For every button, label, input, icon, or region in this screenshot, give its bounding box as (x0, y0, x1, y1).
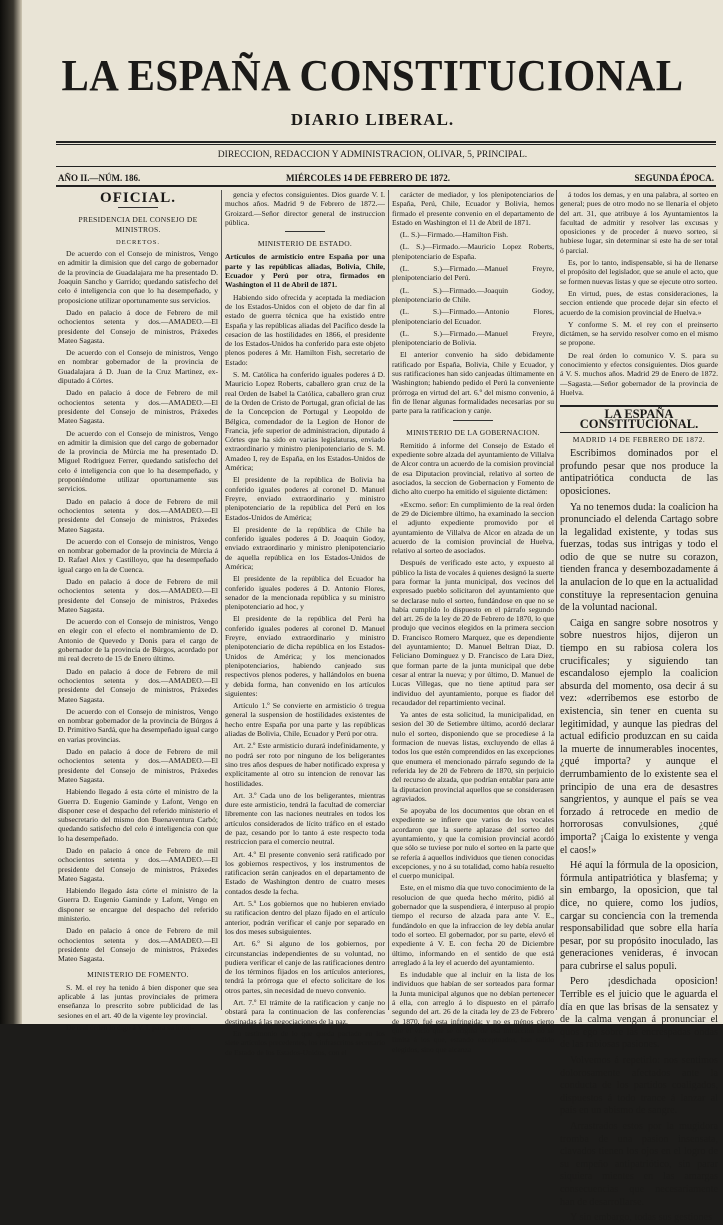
paragraph: El anterior convenio ha sido debidamente ratificado por España, Bolivia, Chile y Ecuador, y sus ratificaciones han sido canjeadas últimamente en Washington; habiendo pedido el Perú la conveniente prórroga en virtud del art. 6.º del mismo convenio, á fin de llenar algunas formalidades necesarias por su parte para la ratificacion y canje. (392, 350, 554, 416)
paragraph: Se apoyaba de los documentos que obran en el expediente se infiere que varios de los vocales acordaron que la suerte aplazase del sorteo del ayuntamiento, y que la comision provincial acordó que sólo se tuviese por nulo el sorteo en la parte que se refería á aquellos individuos que tienen conocidas excepciones, y no á su totalidad, como había resuelto el cuerpo municipal. (392, 806, 554, 881)
paragraph: Después de verificado este acto, y expuesto al público la lista de vocales á quienes designó la suerte para formar la junta municipal, dos vecinos del expresado pueblo solicitaron del ayuntamiento que se declarase nulo el sorteo, fundándose en que no se había cumplido lo dispuesto en el párrafo segundo del art. 26 de la ley de 20 de Febrero de 1870, lo que produjo que vecinos elegidos en la primera seccion D. Francisco Romero Marquez, que es dependiente del ayuntamiento; D. Manuel Beltran Diaz, D. Feliciano Dominguez y D. Francisco de Lara Diez, que forman parte de la junta municipal que debe cesar al entrar la nueva; y por último, D. Manuel de Lucas Villegas, que no tiene aptitud para ser individuo del ayuntamiento, porque es fiador del recaudador del repartimiento vecinal. (392, 558, 554, 707)
paragraph: De acuerdo con el Consejo de ministros, Vengo en admitir la dimision que del cargo de gobernador de la provincia de Múrcia me ha presentado D. Miguel Rodriguez Ferrer, quedando satisfecho del celo é inteligencia con que lo ha desempeñado, y proponiéndome utilizar oportunamente sus servicios. (58, 428, 218, 494)
paragraph: (L. S.)—Firmado.—Hamilton Fish. (400, 230, 508, 240)
lead-paragraph: Artículos de armisticio entre España por una parte y las repúblicas aliadas, Bolivia, Chile, Ecuador y Perú por otra, firmados en Washington el 11 de Abril de 1871. (225, 252, 385, 290)
paragraph: Dado en palacio á doce de Febrero de mil ochocientos setenta y dos.—AMADEO.—El presidente del Consejo de ministros, Práxedes Mateo Sagasta. (58, 747, 218, 784)
paragraph: El presidente de la república del Ecuador ha conferido iguales poderes á D. Antonio Flores, senador de la mencionada república y su ministro plenipotenciario ad hoc, y (225, 574, 385, 612)
column-divider (556, 190, 557, 1010)
editorial-paragraph: Y sin embargo, todas sus gestiones (570, 1212, 713, 1224)
paragraph: (L. S.)—Firmado.—Manuel Freyre, plenipotenciario de Bolivia. (392, 328, 554, 348)
paragraph: Art. 7.º El trámite de la ratificacion y canje no obstará para la continuacion de las conferencias destinadas á las negociaciones de la paz. (225, 998, 385, 1026)
column-3 (392, 190, 554, 1054)
paragraph: Es indudable que al incluir en la lista de los individuos que habían de ser sorteados para formar la Junta municipal algunos que no debían pertenecer á ella, con arreglo á lo dispuesto en el párrafo segundo del art. 26 de la citada ley de 23 de Febrero de 1870, fué esta infringida; y no es ménos cierto que el vicio que se origina de esa infraccion no se limita á los que, estando exceptuados, han salido elegidos, sino que alcanza (392, 970, 554, 1054)
paragraph: S. M. Católica ha conferido iguales poderes á D. Mauricio Lopez Roberts, caballero gran cruz de la real Orden de Isabel la Católica, caballero gran cruz de la Orden de Cristo de Portugal, gran oficial de las de la Concepcion de Portugal y Leopoldo de Bélgica, comendador de la Legion de Honor de Francia, jefe superior de administracion, diputado á Córtes que ha sido en varias legislaturas, enviado extraordinario y ministro plenipotenciario de S. M. Amadeo I, rey de España, en los Estados-Unidos de América; (225, 370, 385, 473)
paragraph: El presidente de la república de Chile ha conferido iguales poderes á D. Joaquin Godoy, enviado extraordinario y ministro plenipotenciario de aquella república en los Estados-Unidos de América; (225, 524, 385, 571)
paragraph: (L. S.)—Firmado.—Mauricio Lopez Roberts, plenipotenciario de España. (392, 242, 554, 261)
paragraph: Dado en palacio á doce de Febrero de mil ochocientos setenta y dos.—AMADEO.—El presidente del Consejo de ministros, Práxedes Mateo Sagasta. (58, 666, 218, 704)
issue-date: MIÉRCOLES 14 DE FEBRERO DE 1872. (286, 173, 451, 183)
column-divider (388, 190, 389, 1010)
issue-number: AÑO II.—NÚM. 186. (58, 173, 141, 183)
paragraph: Ya antes de esta solicitud, la municipalidad, en sesion del 30 de Setiembre último, acordó declarar nulo el sorteo, disponiendo que se procediese á la formacion de nuevas listas, excluyendo de ellas á todos los que estén comprendidos en las excepciones que enumera el mencionado párrafo segundo de la referida ley de 20 de Febrero de 1870, sin perjuicio del recurso de alzada, que podrían entablar para ante la diputacion provincial aquellos que se considerasen agraviados. (392, 710, 554, 803)
masthead-rule (56, 141, 716, 143)
paragraph: Art. 2.º Este armisticio durará indefinidamente, y no podrá ser roto por ninguno de los beligerantes sino tres años despues de haber notificado expresa y explícitamente al otro su intencion de renovar las hostilidades. (225, 741, 385, 788)
paragraph: Art. 5.º Los gobiernos que no hubieren enviado su ratificacion dentro del plazo fijado en el artículo anterior, podrán verificar el canje por separado en los dos meses subsiguientes. (225, 899, 385, 936)
separator (285, 231, 325, 233)
editorial-paragraph: Volvemos á repetirlo: nos sentimos dolorosamente afectados ante la conducta de los partidos coaligados, dispuestos á todo trance á lanzar al país en un abismo de sangre. (560, 1055, 718, 1117)
editorial-paragraph: Caiga en sangre sobre nosotros y sobre nuestros hijos, dijeron un tiempo en su rabiosa colera los crucificales; y siguiendo tan escandaloso ejemplo la coalicion absurda del momento, osa decir á su vez: «derribemos ese estorbo de existencia, sin tener en cuenta su legitimidad, y aunque las piedras del actual edificio produzcan en su caida la muerte de innumerables inocentes, ¿qué importa? y aunque el derrumbamiento de lo existente sea el principio de una era de desastres sangrientos, y aunque el país se vea forzado á retrocede en medio de horrorosas convulsiones, ¿qué importa? ¡Caiga lo existente y venga el caos!» (560, 617, 718, 856)
paragraph: «Excmo. señor: En cumplimiento de la real órden de 29 de Diciembre último, ha examinado la seccion el adjunto expediente promovido por el ayuntamiento de Villalva de Alcor en alzada de un acuerdo de la comision provincial de Huelva, relativo al sorteo de asociados. (392, 499, 554, 556)
epoch: SEGUNDA ÉPOCA. (634, 173, 714, 183)
editorial-date: MADRID 14 DE FEBRERO DE 1872. (572, 434, 706, 444)
newspaper-page (22, 0, 723, 1224)
subsection-heading: DECRETOS. (115, 238, 161, 246)
separator (453, 420, 493, 422)
paragraph: carácter de mediador, y los plenipotenciarios de España, Perú, Chile, Ecuador y Bolivia, hemos firmado el presente convenio en el departamento de Estado en Washington el 11 de Abril de 1871. (392, 190, 554, 227)
section-heading: MINISTERIO DE FOMENTO. (87, 969, 189, 979)
paragraph: De acuerdo con el Consejo de ministros, Vengo en nombrar gobernador de la provincia de Búrgos á D. Primitivo Sardá, que ha desempeñado igual cargo en varias provincias. (58, 706, 218, 744)
paragraph: De acuerdo con el Consejo de ministros, Vengo en nombrar gobernador de la provincia de Guadalajara á D. Juan de la Cruz Martinez, ex-diputado á Córtes. (58, 348, 218, 386)
paragraph: De real órden lo comunico V. S. para su conocimiento y efectos consiguientes. Dios guarde á V. S. muchos años. Madrid 29 de Enero de 1872.—Sagasta.—Señor gobernador de la provincia de Huelva. (560, 350, 718, 397)
paragraph: En virtud, pues, de estas consideraciones, la seccion entiende que procede dejar sin efecto el acuerdo de la comision provincial de Huelva.» (560, 288, 718, 317)
editorial-paragraph: Pero ¡desdichada oposicion! Terrible es el juicio que le aguarda el día en que las brisas de la sensatez y de la calma vengan á pronunciar el quos ego sobre las encrespadas ondas de las rabiosas pasiones. (560, 976, 718, 1051)
dateline-rule-bottom (56, 185, 716, 187)
paragraph: Habiendo llegado á esta córte el ministro de la Guerra D. Eugenio Gaminde y Lafont, Vengo en disponer cese el despacho del referido ministerio el subsecretario del mismo don Buenaventura Carbó; quedando satisfecho del celo é inteligencia con que lo ha desempeñado. (58, 787, 218, 843)
paragraph: En testimonio de lo que queda pactado en los siete artículos precedentes, los infrascritos secretario de Estado de los Estados-Unidos, con el (225, 1028, 385, 1057)
paragraph: Habiendo llegado ásta córte el ministro de la Guerra D. Eugenio Gaminde y Lafont, Vengo en disponer se encargue del despacho del referido ministerio. (58, 886, 218, 924)
paragraph: Y conforme S. M. el rey con el preinserto dictámen, se ha servido resolver como en el mismo se propone. (560, 319, 718, 348)
editorial-paragraph: Hé aquí la fórmula de la oposicion, fórmula antipatriótica y blasfema; y sin embargo, la oposicion, que tal dice, no quiere, como los judíos, cargar su conciencia con la tremenda responsabilidad que sobre ella haría pesar, por su propósito inoculado, las generaciones venideras, é invocan para cubrirse el salus populi. (560, 860, 718, 972)
paragraph: Este, en el mismo día que tuvo conocimiento de la resolucion de que queda hecho mérito, pidió al gobernador que la suspendiera, é interpuso al propio tiempo el recurso de alzada para ante V. E., fundándolo en que la infraccion de ley debía anular todo el sorteo. El gobernador, por su parte, elevó el expediente á V. E. con fecha 20 de Diciembre último, informando en el sentido de que está arreglado á la ley el acuerdo del ayuntamiento. (392, 883, 554, 967)
masthead-rule-thin (56, 144, 716, 145)
masthead-title: LA ESPAÑA CONSTITUCIONAL (61, 51, 684, 100)
editorial-paragraph: Ya no tenemos duda: la coalicion ha pronunciado el delenda Cartago sobre la legalidad existente, y todas sus fuerzas, todas sus intrigas y todo el odio de que se nutre su corazon, tienden franca y desembozadamente á la anulacion de lo que en la actualidad constituye la representacion genuina de la voluntad nacional. (560, 501, 718, 614)
address-line: DIRECCION, REDACCION Y ADMINISTRACION, OLIVAR, 5, PRINCIPAL. (217, 150, 528, 160)
editorial-paragraph: Arrastrados estos por la mugidora tromba de una pasion insensata, clavados tienen los ojos en el logro de su empeño antipatriótico, sin parar siquiera mientes en las amargas consecuencias que necesariamente han de desarrollarse. (560, 1121, 718, 1208)
paragraph: El presidente de la república de Bolivia ha conferido iguales poderes al coronel D. Manuel Freyre, enviado extraordinario y ministro plenipotenciario de la república del Perú en los Estados-Unidos de América; (225, 475, 385, 522)
paragraph: Dado en palacio á doce de Febrero de mil ochocientos setenta y dos.—AMADEO.—El presidente del Consejo de ministros, Práxedes Mateo Sagasta. (58, 496, 218, 534)
section-heading: MINISTERIO DE ESTADO. (257, 239, 353, 249)
paragraph: Art. 3.º Cada uno de los beligerantes, mientras dure este armisticio, tendrá la facultad de comerciar libremente con las naciones neutrales en todos los artículos considerados de lícito tráfico en el estado de paz, cesando por lo tanto á este respecto toda restriccion para el comercio neutral. (225, 790, 385, 847)
section-heading: MINISTERIO DE LA GOBERNACION. (406, 427, 540, 437)
dateline-rule-top (56, 166, 716, 167)
column-1 (58, 190, 218, 1033)
paragraph: Es, por lo tanto, indispensable, si ha de llenarse el propósito del legislador, que se anule el acto, que se formen nuevas listas y que se ejecute otro sorteo. (560, 258, 718, 286)
column-divider (221, 190, 222, 1010)
editorial-paragraph: Escribimos dominados por el profundo pesar que nos produce la antipatriótica conducta de las oposiciones. (560, 448, 718, 497)
paragraph: gencia y efectos consiguientes. Dios guarde V. I. muchos años. Madrid 9 de Febrero de 1872.—Groizard.—Señor director general de instruccion pública. (225, 190, 385, 227)
paragraph: Dado en palacio á doce de Febrero de mil ochocientos setenta y dos.—AMADEO.—El presidente del Consejo de ministros, Práxedes Mateo Sagasta. (58, 576, 218, 614)
paragraph: (L. S.)—Firmado.—Antonio Flores, plenipotenciario del Ecuador. (392, 307, 554, 326)
paragraph: Dado en palacio á doce de Febrero de mil ochocientos setenta y dos.—AMADEO.—El presidente del Consejo de ministros, Práxedes Mateo Sagasta. (58, 388, 218, 426)
paragraph: Artículo 1.º Se convierte en armisticio ó tregua general la suspension de hostilidades existentes de hecho entre España por una parte y las repúblicas aliadas de Bolivia, Chile, Ecuador y Perú por otra. (225, 701, 385, 739)
column-2 (225, 190, 385, 1057)
paragraph: Dado en palacio á once de Febrero de mil ochocientos setenta y dos.—AMADEO.—El presidente del Consejo de ministros, Práxedes Mateo Sagasta. (58, 846, 218, 883)
paragraph: El presidente de la república del Perú ha conferido iguales poderes al coronel D. Manuel Freyre, enviado extraordinario y ministro plenipotenciario de dicha república en los Estados-Unidos de América; y los mencionados plenipotenciarios, habiendo canjeado sus respectivos plenos poderes, y hallándolos en buena y debida forma, han convenido en los artículos siguientes: (225, 614, 385, 698)
paragraph: Dado en palacio á once de Febrero de mil ochocientos setenta y dos.—AMADEO.—El presidente del Consejo de ministros, Práxedes Mateo Sagasta. (58, 926, 218, 964)
paragraph: (L. S.)—Firmado.—Joaquin Godoy, plenipotenciario de Chile. (392, 285, 554, 304)
column-4 (560, 190, 718, 1224)
editorial-body (560, 448, 718, 1225)
paragraph: Dado en palacio á doce de Febrero de mil ochocientos setenta y dos.—AMADEO.—El presidente del Consejo de ministros, Práxedes Mateo Sagasta. (58, 307, 218, 345)
paragraph: Art. 6.º Si alguno de los gobiernos, por circunstancias independientes de su voluntad, no pudiera verificar el canje de las ratificaciones dentro de los términos fijados en los artículos anteriores, tendrá la prórroga que el efecto solicitare de los otros partes, sin necesidad de nuevo convenio. (225, 939, 385, 995)
paragraph: De real órden lo digo á V. I. para su inteli- (66, 1023, 194, 1033)
paragraph: De acuerdo con el Consejo de ministros, Vengo en nombrar gobernador de la provincia de Múrcia á D. Rafael Alex y Castilloyo, que ha desempeñado igual cargo en la de Cuenca. (58, 536, 218, 574)
paragraph: Habiendo sido ofrecida y aceptada la mediacion de los Estados-Unidos con el objeto de dar fin al estado de guerra técnica que ha existido entre España y las repúblicas aliadas del Pacífico desde la cesacion de las hostilidades en 1866, el presidente de los Estados-Unidos ha conferido para este objeto plenos poderes á Mr. Hamilton Fish, secretario de Estado: (225, 292, 385, 367)
oficial-heading: OFICIAL. (100, 190, 176, 206)
paragraph: (L. S.)—Firmado.—Manuel Freyre, plenipotenciario del Perú. (392, 264, 554, 283)
section-heading: PRESIDENCIA DEL CONSEJO DE MINISTROS. (78, 215, 198, 234)
paragraph: De acuerdo con el Consejo de ministros, Vengo en admitir la dimision que del cargo de gobernador de la provincia de Guadalajara me ha presentado D. Joaquin Sancho y Garrido; quedando satisfecho del celo é inteligencia con que lo ha desempeñado, y proposicione utilizar oportunamente sus servicios. (58, 249, 218, 305)
paragraph: Art. 4.º El presente convenio será ratificado por los gobiernos respectivos, y los instrumentos de ratificacion serán canjeados en el departamento de Estado de Washington dentro de cuatro meses contados desde la fecha. (225, 849, 385, 896)
paragraph: De acuerdo con el Consejo de ministros, Vengo en elegir con el efecto el nombramiento de D. Antonio de Quevedo y Donis para el cargo de gobernador de la provincia de Búrgos, acordado por mi real decreto de 15 de Enero último. (58, 617, 218, 664)
paragraph: Remitido á informe del Consejo de Estado el expediente sobre alzada del ayuntamiento de Villalva de Alcor contra un acuerdo de la comision provincial de esa Diputacion provincial, relativo al sorteo de asociados, la seccion de Gobernacion y Fomento de dicho alto cuerpo ha emitido el siguiente dictámen: (392, 440, 554, 497)
editorial-title: LA ESPAÑA CONSTITUCIONAL. (560, 405, 718, 433)
paragraph: á todos los demas, y en una palabra, al sorteo en general; pues de otro modo no se llenaría el objeto del art. 31, que atribuye á los Ayuntamientos la facultad de admitir y resolver las excusas y oposiciones y de proceder á nuevo sorteo, si hubiese lugar, sin determinar si este ha de ser total ó parcial. (560, 190, 718, 255)
paragraph: S. M. el rey ha tenido á bien disponer que sea aplicable á las juntas provinciales de primera enseñanza lo prescrito sobre publicidad de las sesiones en el art. 40 de la vigente ley provincial. (58, 982, 218, 1020)
book-spine (0, 0, 22, 1024)
separator (118, 207, 158, 209)
masthead-subtitle: DIARIO LIBERAL. (290, 110, 455, 129)
